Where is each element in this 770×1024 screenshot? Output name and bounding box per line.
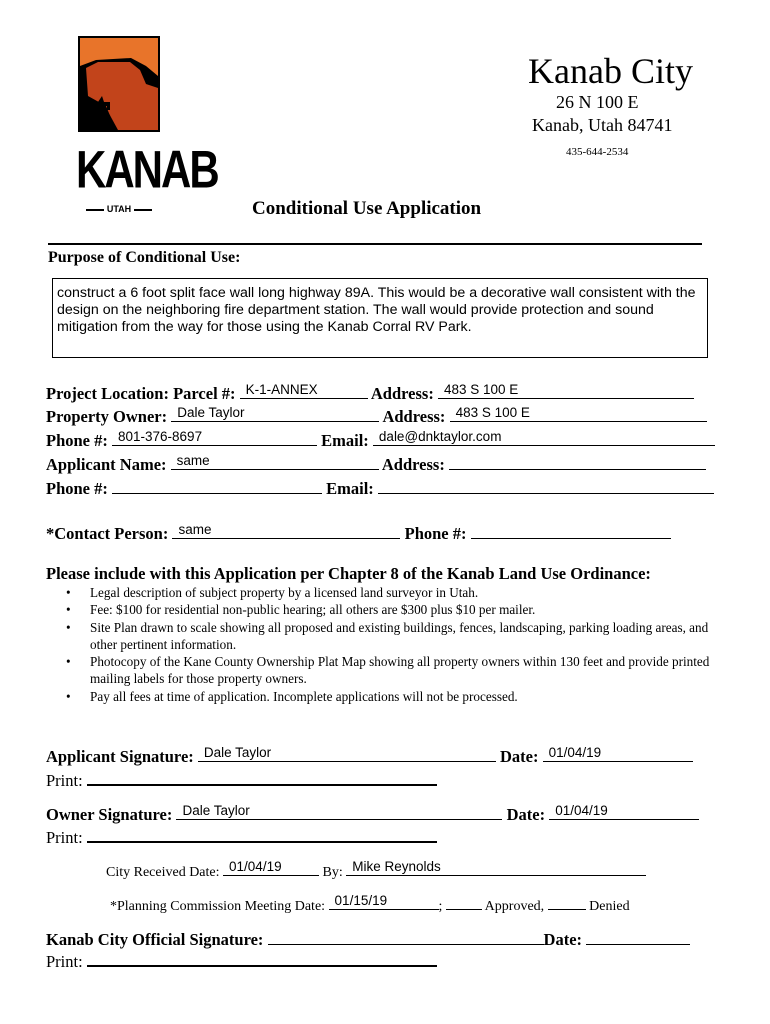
city-state-zip: Kanab, Utah 84741 bbox=[532, 115, 673, 135]
applicant-address-label: Address: bbox=[381, 455, 445, 474]
city-received-date-field[interactable]: 01/04/19 bbox=[223, 860, 319, 876]
owner-signature-row bbox=[46, 804, 699, 825]
applicant-name-field[interactable]: same bbox=[171, 454, 379, 470]
list-item: • Fee: $100 for residential non-public hearing; all others are $300 plus $10 per mailer. bbox=[66, 601, 726, 618]
purpose-text: construct a 6 foot split face wall long highway 89A. This would be a decorative wall consistent with the design on the neighboring fire department station. The wall would provide protection and sound mitigation from the way for those using the Kanab Corral RV Park. bbox=[57, 285, 696, 335]
applicant-date-label: Date: bbox=[500, 747, 539, 766]
logo-subtext: UTAH bbox=[76, 204, 162, 214]
received-by-field[interactable]: Mike Reynolds bbox=[346, 860, 646, 876]
denied-field[interactable] bbox=[548, 894, 586, 910]
contact-person-row bbox=[46, 523, 671, 544]
applicant-signature-field[interactable]: Dale Taylor bbox=[198, 746, 496, 762]
applicant-name-label: Applicant Name: bbox=[46, 455, 167, 474]
applicant-date-field[interactable]: 01/04/19 bbox=[543, 746, 693, 762]
owner-address-field[interactable]: 483 S 100 E bbox=[450, 406, 707, 422]
city-street: 26 N 100 E bbox=[556, 92, 639, 112]
logo-wordmark: KANAB bbox=[76, 140, 218, 199]
print-label: Print: bbox=[46, 952, 83, 971]
applicant-name-row bbox=[46, 454, 706, 475]
contact-phone-field[interactable] bbox=[471, 523, 671, 539]
phone-label: Phone #: bbox=[46, 431, 108, 450]
contact-person-label: *Contact Person: bbox=[46, 524, 169, 543]
requirements-title: Please include with this Application per Chapter 8 of the Kanab Land Use Ordinance: bbox=[46, 564, 651, 583]
applicant-email-label: Email: bbox=[326, 479, 374, 498]
planning-date-field[interactable]: 01/15/19 bbox=[329, 894, 439, 910]
owner-print-row bbox=[46, 826, 437, 848]
form-title: Conditional Use Application bbox=[252, 198, 482, 219]
property-owner-row bbox=[46, 406, 707, 427]
contact-phone-label: Phone #: bbox=[404, 524, 467, 543]
applicant-signature-row bbox=[46, 746, 693, 767]
city-name: Kanab City bbox=[528, 51, 693, 91]
city-received-row bbox=[106, 860, 646, 881]
applicant-print-field[interactable] bbox=[87, 769, 437, 786]
print-label: Print: bbox=[46, 771, 83, 790]
parcel-field[interactable]: K-1-ANNEX bbox=[240, 383, 368, 399]
purpose-label: Purpose of Conditional Use: bbox=[48, 249, 241, 266]
title-divider bbox=[48, 243, 702, 245]
owner-date-label: Date: bbox=[506, 805, 546, 824]
project-location-label: Project Location: Parcel #: bbox=[46, 384, 236, 403]
official-print-field[interactable] bbox=[87, 950, 437, 967]
applicant-signature-label: Applicant Signature: bbox=[46, 747, 194, 766]
applicant-phone-row bbox=[46, 478, 714, 499]
list-item: • Pay all fees at time of application. Incomplete applications will not be processed. bbox=[66, 688, 726, 705]
project-address-field[interactable]: 483 S 100 E bbox=[438, 383, 694, 399]
approved-label: Approved, bbox=[484, 899, 545, 914]
requirements-list bbox=[66, 584, 726, 705]
owner-phone-row bbox=[46, 430, 715, 451]
approved-field[interactable] bbox=[446, 894, 482, 910]
by-label: By: bbox=[322, 865, 343, 880]
owner-print-field[interactable] bbox=[87, 826, 437, 843]
city-received-label: City Received Date: bbox=[106, 865, 220, 880]
print-label: Print: bbox=[46, 828, 83, 847]
official-signature-field[interactable] bbox=[268, 929, 544, 945]
owner-signature-field[interactable]: Dale Taylor bbox=[176, 804, 502, 820]
list-item: • Photocopy of the Kane County Ownership Plat Map showing all property owners within 130 feet and provide printed mailing labels for those property owners. bbox=[66, 653, 726, 688]
owner-phone-field[interactable]: 801-376-8697 bbox=[112, 430, 317, 446]
list-item: • Legal description of subject property by a licensed land surveyor in Utah. bbox=[66, 584, 726, 601]
official-print-row bbox=[46, 950, 437, 972]
project-location-row bbox=[46, 383, 694, 404]
denied-label: Denied bbox=[589, 899, 630, 914]
list-item: • Site Plan drawn to scale showing all proposed and existing buildings, fences, landscaping, parking loading areas, and other pertinent information. bbox=[66, 619, 726, 654]
owner-field[interactable]: Dale Taylor bbox=[171, 406, 379, 422]
owner-address-label: Address: bbox=[382, 407, 446, 426]
official-date-field[interactable] bbox=[586, 929, 690, 945]
applicant-email-field[interactable] bbox=[378, 478, 714, 494]
property-owner-label: Property Owner: bbox=[46, 407, 168, 426]
email-label: Email: bbox=[321, 431, 369, 450]
planning-date-label: *Planning Commission Meeting Date: bbox=[110, 899, 326, 914]
owner-date-field[interactable]: 01/04/19 bbox=[549, 804, 699, 820]
official-signature-row bbox=[46, 929, 690, 950]
contact-person-field[interactable]: same bbox=[172, 523, 400, 539]
applicant-address-field[interactable] bbox=[449, 454, 706, 470]
city-phone: 435-644-2534 bbox=[566, 146, 629, 158]
applicant-phone-label: Phone #: bbox=[46, 479, 108, 498]
planning-row: *Planning Commission Meeting Date: 01/15/19 ; Approved, Denied bbox=[110, 893, 630, 914]
applicant-phone-field[interactable] bbox=[112, 478, 322, 494]
owner-email-field[interactable]: dale@dnktaylor.com bbox=[373, 430, 715, 446]
applicant-print-row bbox=[46, 769, 437, 791]
official-date-label: Date: bbox=[543, 930, 583, 949]
official-signature-label: Kanab City Official Signature: bbox=[46, 930, 264, 949]
owner-signature-label: Owner Signature: bbox=[46, 805, 173, 824]
address-label: Address: bbox=[370, 384, 434, 403]
